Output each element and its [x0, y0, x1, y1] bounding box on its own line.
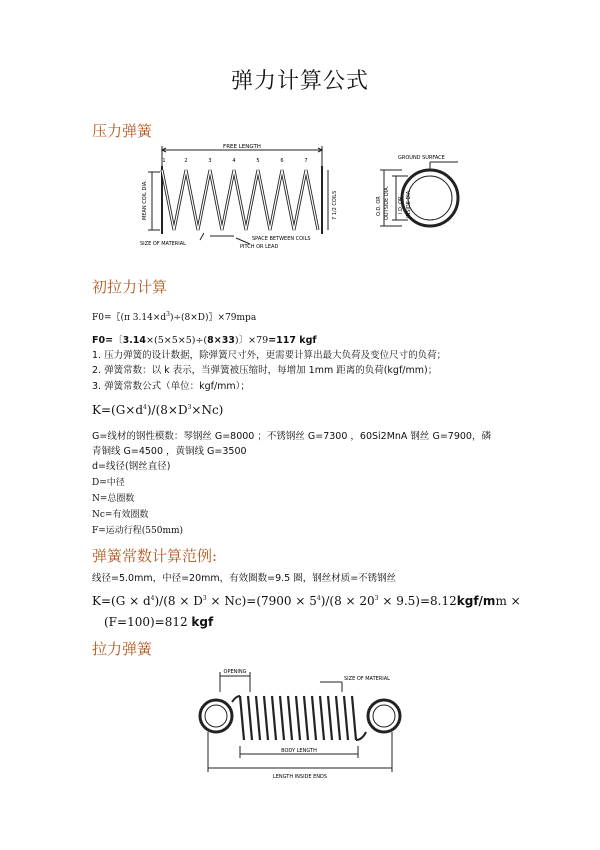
example-calc-part: K=(G × d — [92, 594, 151, 608]
f0-general-prefix: F0=〖(π 3.14×d — [92, 313, 167, 323]
f0-numeric-tail: )〕×79 — [234, 335, 269, 346]
ground-surface-label: GROUND SURFACE — [398, 155, 445, 161]
page-title: 弹力计算公式 — [230, 69, 369, 94]
section-extension-heading: 拉力弹簧 — [92, 640, 153, 658]
example-result — [104, 615, 534, 629]
k-formula-exponent: 4 — [143, 404, 147, 411]
length-inside-ends-label: LENGTH INSIDE ENDS — [272, 774, 328, 780]
f0-general-exponent: 3 — [166, 311, 170, 318]
k-formula-part: )/(8×D — [146, 403, 188, 417]
section-initial-tension-heading: 初拉力计算 — [92, 278, 168, 296]
f0-numeric-mid: ×(5×5×5)÷( — [146, 335, 208, 346]
example-result-unit: kgf — [191, 615, 214, 629]
extension-spring-diagram — [180, 662, 420, 782]
definition-item: N=总圈数 — [92, 494, 135, 504]
example-calculation — [92, 594, 522, 608]
coil-number: 4 — [232, 158, 236, 164]
inside-dia-label: INSIDE DIA. — [406, 189, 412, 218]
f0-numeric-prefix: F0= — [92, 335, 114, 346]
size-of-material-label: SIZE OF MATERIAL — [140, 241, 186, 247]
extension-spring-figure — [180, 662, 420, 782]
outside-dia-label: OUTSIDE DIA. — [384, 185, 390, 220]
g-modulus-line: 青铜线 G=4500 ，黄铜线 G=3500 — [92, 446, 247, 457]
k-formula-part: K=(G×d — [92, 403, 144, 417]
example-result-text: (F=100)=812 — [104, 615, 192, 629]
section-example-heading: 弹簧常数计算范例: — [92, 547, 218, 565]
section-compression-heading: 压力弹簧 — [92, 122, 153, 140]
space-between-coils-label: SPACE BETWEEN COILS — [252, 236, 311, 242]
example-calc-part: × Nc)=(7900 × 5 — [206, 594, 317, 608]
example-calc-part: )/(8 × 20 — [320, 594, 375, 608]
k-formula-exponent: 3 — [187, 404, 192, 411]
note-item: 1. 压力弹簧的设计数据，除弹簧尺寸外，更需要计算出最大负荷及变位尺寸的负荷； — [92, 350, 447, 361]
compression-spring-figure — [140, 140, 480, 250]
definition-item: D=中径 — [92, 478, 125, 488]
f0-numeric-result: =117 kgf — [268, 335, 317, 346]
f0-general-suffix: )÷(8×D)〗×79mpa — [169, 313, 257, 323]
coils-count-label: 7 1/2 COILS — [332, 190, 338, 220]
g-modulus-line: G=线材的钢性模数：琴钢丝 G=8000 ；不锈钢丝 G=7300 ，60Si2MnA 钢丝 G=7900，磷 — [92, 431, 491, 442]
od-label: O.D. OR — [376, 196, 382, 216]
note-item: 2. 弹簧常数：以 k 表示，当弹簧被压缩时，每增加 1mm 距离的负荷(kgf/mm)； — [92, 365, 438, 376]
definition-item: F=运动行程(550mm) — [92, 526, 184, 536]
f0-numeric-pi: 3.14 — [122, 335, 147, 346]
pitch-label: PITCH OR LEAD — [240, 244, 279, 250]
coil-number: 3 — [208, 158, 212, 164]
definition-item: d=线径(钢丝直径) — [92, 461, 171, 472]
compression-spring-diagram — [140, 140, 480, 250]
coil-number: 1 — [162, 158, 166, 164]
example-calc-exponent: 3 — [374, 595, 379, 602]
example-calc-exponent: 3 — [202, 595, 207, 602]
spring-constant-formula — [92, 403, 522, 417]
coil-number: 7 — [304, 158, 308, 164]
free-length-label: FREE LENGTH — [223, 144, 261, 150]
example-calc-tail: m × — [495, 594, 521, 608]
example-calc-unit: kgf/m — [456, 594, 496, 608]
ext-size-of-material-label: SIZE OF MATERIAL — [344, 676, 390, 682]
coil-number: 6 — [280, 158, 284, 164]
definition-item: Nc=有效圈数 — [92, 510, 149, 520]
coil-number: 2 — [184, 158, 188, 164]
coil-number: 5 — [256, 158, 260, 164]
example-calc-exponent: 4 — [316, 595, 321, 602]
example-calc-part: × 9.5)=8.12 — [378, 594, 457, 608]
body-length-label: BODY LENGTH — [281, 748, 317, 754]
note-item: 3. 弹簧常数公式（单位：kgf/mm）； — [92, 381, 250, 392]
mean-coil-dia-label: MEAN COIL DIA. — [142, 180, 148, 220]
opening-label: OPENING — [223, 669, 247, 675]
example-calc-exponent: 4 — [150, 595, 155, 602]
f0-numeric-denominator: 8×33 — [207, 335, 235, 346]
k-formula-part: ×Nc) — [191, 403, 224, 417]
id-label: I.D. OR — [398, 196, 404, 214]
f0-formula-general — [92, 311, 522, 325]
f0-numeric-bracket-open: 〔 — [113, 335, 123, 346]
f0-formula-numeric — [92, 334, 522, 348]
example-calc-part: )/(8 × D — [154, 594, 203, 608]
example-parameters: 线径=5.0mm，中径=20mm，有效圈数=9.5 圈，钢丝材质=不锈钢丝 — [92, 573, 397, 584]
